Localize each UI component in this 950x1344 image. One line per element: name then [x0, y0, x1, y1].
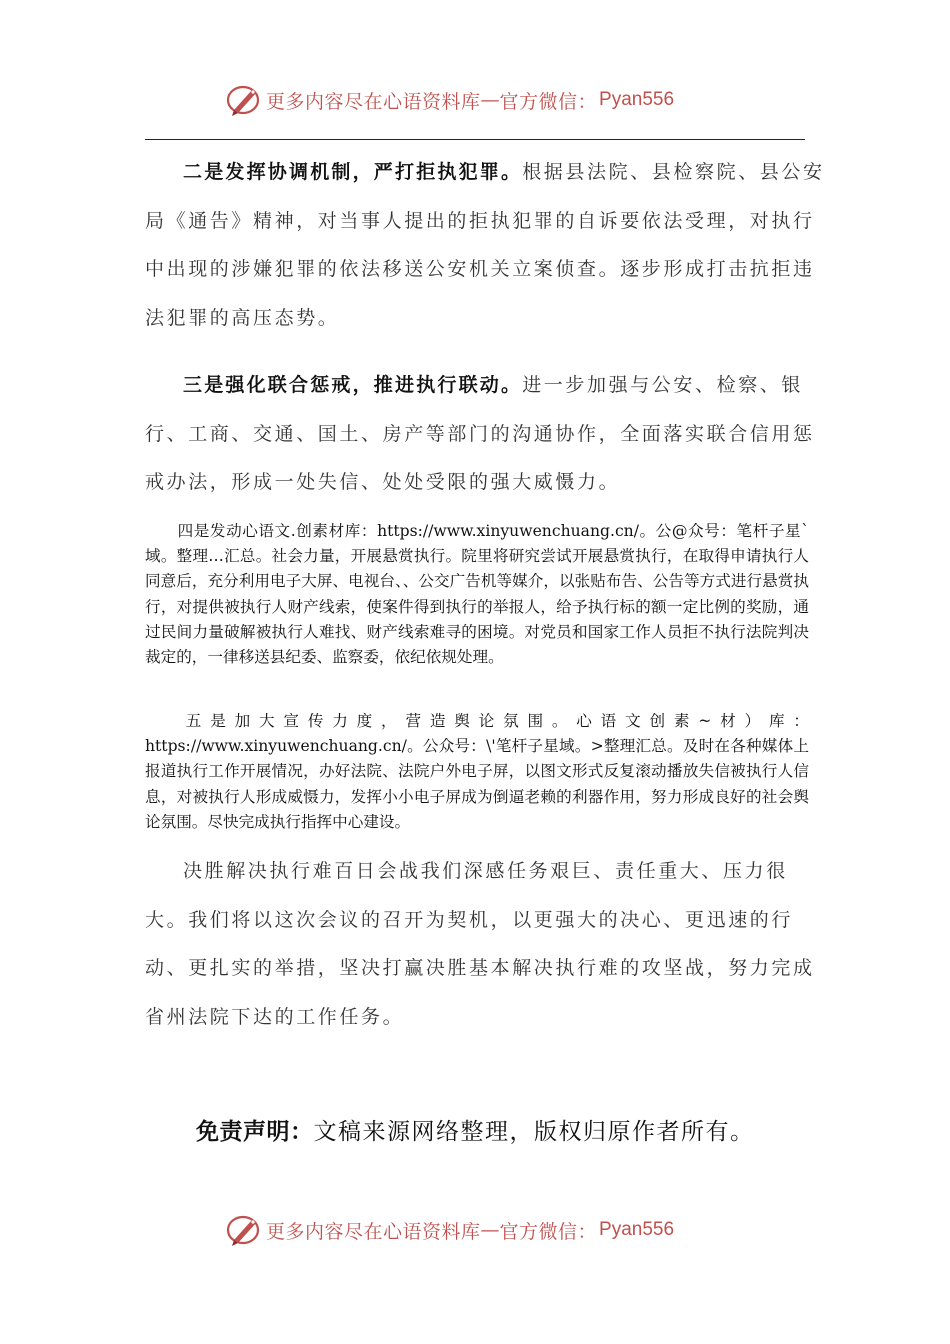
banner-separator: —: [480, 89, 500, 111]
disclaimer-label: 免责声明：: [196, 1119, 314, 1145]
footer-banner: [226, 1210, 674, 1250]
paragraph-2-heading: 三是强化联合惩戒，推进执行联动。: [183, 374, 523, 396]
paragraph-1: [145, 148, 825, 343]
paragraph-2: [145, 361, 825, 507]
disclaimer-text: 文稿来源网络整理，版权归原作者所有。: [313, 1119, 755, 1145]
paragraph-1-heading: 二是发挥协调机制，严打拒执犯罪。: [183, 161, 523, 183]
header-divider: [145, 139, 805, 140]
banner-text: 更多内容尽在心语资料库: [266, 90, 481, 113]
banner-wechat-id: Pyan556: [599, 89, 675, 110]
paragraph-3-body: 四是发动心语文.创素材库：https://www.xinyuwenchuang.cn/。公@众号：笔杆子星`域。整理…汇总。社会力量，开展悬赏执行。院里将研究尝试开展悬赏执行，在取得申请执行人同意后，充分利用电子大屏、电视台、、公交广告机等媒介，以张贴布告、公告等方式进行悬赏执行，对提供被执行人财产线索，使案件得到执行的举报人，给予执行标的额一定比例的奖励，通过民间力量破解被执行人难找、财产线索难寻的困境。对党员和国家工作人员拒不执行法院判决裁定的，一律移送县纪委、监察委，依纪依规处理。: [145, 522, 809, 667]
pen-logo-icon: [226, 82, 262, 118]
banner-separator: —: [480, 1219, 500, 1241]
banner-text: 更多内容尽在心语资料库: [266, 1220, 481, 1243]
paragraph-1-body: 根据县法院、县检察院、县公安局《通告》精神，对当事人提出的拒执犯罪的自诉要依法受理，对执行中出现的涉嫌犯罪的依法移送公安机关立案侦查。逐步形成打击抗拒违法犯罪的高压态势。: [145, 161, 825, 330]
header-banner: [226, 80, 674, 120]
banner-wechat-label: 官方微信：: [499, 1220, 598, 1243]
paragraph-4: [145, 709, 809, 835]
banner-wechat-label: 官方微信：: [499, 90, 598, 113]
paragraph-4-body: 五是加大宣传力度，营造舆论氛围。心语文创素~材）库：https://www.xinyuwenchuang.cn/。公众号：\'笔杆子星域。>整理汇总。及时在各种媒体上报道执行工作开展情况，办好法院、法院户外电子屏，以图文形式反复滚动播放失信被执行人信息，对被执行人形成威慑力，发挥小小电子屏成为倒逼老赖的利器作用，努力形成良好的社会舆论氛围。尽快完成执行指挥中心建设。: [145, 712, 809, 831]
paragraph-5: [145, 847, 825, 1042]
pen-logo-icon: [226, 1212, 262, 1248]
paragraph-2-body: 进一步加强与公安、检察、银行、工商、交通、国土、房产等部门的沟通协作，全面落实联合信用惩戒办法，形成一处失信、处处受限的强大威慑力。: [145, 374, 815, 494]
disclaimer: [196, 1113, 755, 1146]
banner-wechat-id: Pyan556: [599, 1219, 675, 1240]
paragraph-3: [145, 519, 809, 670]
paragraph-5-body: 决胜解决执行难百日会战我们深感任务艰巨、责任重大、压力很大。我们将以这次会议的召开为契机，以更强大的决心、更迅速的行动、更扎实的举措，坚决打赢决胜基本解决执行难的攻坚战，努力完成省州法院下达的工作任务。: [145, 860, 815, 1029]
